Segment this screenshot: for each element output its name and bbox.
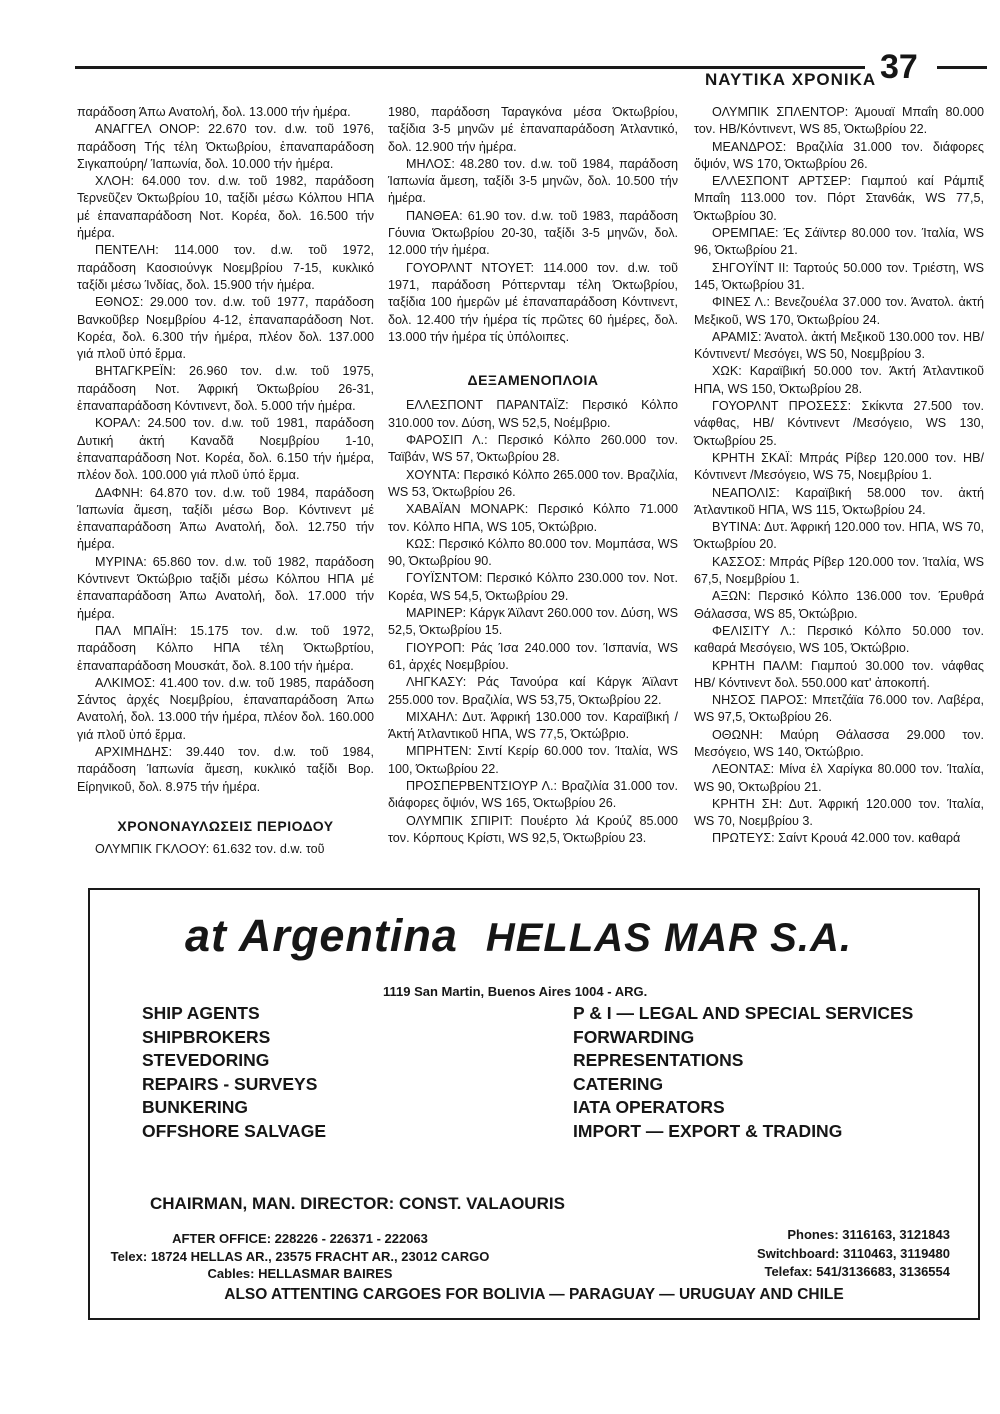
paragraph: ΔΑΦΝΗ: 64.870 τον. d.w. τοῦ 1984, παράδοση Ίαπωνία ἄμεση, ταξίδι μέσω Βορ. Κόντινεντ μέ ἐπαναπαράδοση Άπω Ανατολή, δολ. 12.750 τήν ἡμέρα.: [77, 485, 374, 552]
paragraph: ΚΡΗΤΗ ΣΚΑΪ: Μπράς Ρίβερ 120.000 τον. ΗΒ/Κόντινεντ /Μεσόγειο, WS 75, Νοεμβρίου 1.: [694, 450, 984, 483]
service-item: FORWARDING: [573, 1026, 695, 1047]
service-item: P & I — LEGAL AND SPECIAL SERVICES: [573, 1003, 914, 1023]
paragraph: ΕΛΛΕΣΠΟΝΤ ΑΡΤΣΕΡ: Γιαμπού καί Ράμπιξ Μπαΐη 113.000 τον. Πόρτ Σταν6άκ, WS 77,5, Όκτωβρίου 30.: [694, 174, 984, 223]
paragraph: ΜΗΛΟΣ: 48.280 τον. d.w. τοῦ 1984, παράδοση Ίαπωνία ἄμεση, ταξίδι 3-5 μηνῶν, δολ. 10.500 τήν ἡμέρα.: [388, 156, 678, 206]
phones: Phones: 3116163, 3121843: [787, 1227, 950, 1242]
publication-title: ΝΑΥΤΙΚΑ ΧΡΟΝΙΚΑ: [705, 70, 877, 89]
ad-title-company: HELLAS MAR S.A.: [485, 916, 852, 960]
paragraph: ΓΟΥΪΣΝΤΟΜ: Περσικό Κόλπο 230.000 τον. Νοτ. Κορέα, WS 54,5, Όκτωβρίου 29.: [388, 571, 678, 603]
paragraph: ΦΙΝΕΣ Λ.: Βενεζουέλα 37.000 τον. Άνατολ. ἀκτή Μεξικοῦ, WS 170, Όκτωβρίου 24.: [694, 295, 984, 327]
paragraph: ΧΛΟΗ: 64.000 τον. d.w. τοῦ 1982, παράδοση Τερνεῦζεν Όκτωβρίου 10, ταξίδι μέσω Κόλπου ΗΠΑ μέ ἐπαναπαράδοση Νοτ. Κορέα, δολ. 16.500 τήν ἡμέρα.: [77, 174, 374, 241]
service-item: CATERING: [573, 1073, 664, 1094]
ad-title: [185, 910, 852, 962]
paragraph: ΜΥΡΙΝΑ: 65.860 τον. d.w. τοῦ 1982, παράδοση Κόντινεντ Όκτώβριο ταξίδι μέσω Κόλπου ΗΠΑ μέ ἐπαναπαράδοση Άπω Ανατολή, δολ. 17.000 τήν ἡμέρα.: [77, 554, 374, 621]
paragraph: ΦΑΡΟΣΙΠ Λ.: Περσικό Κόλπο 260.000 τον. Ταϊβάν, WS 57, Όκτωβρίου 28.: [388, 433, 678, 465]
paragraph: ΟΛΥΜΠΙΚ ΣΠΛΕΝΤΟΡ: Άμουαϊ Μπαΐη 80.000 τον. ΗΒ/Κόντινεντ, WS 85, Όκτωβρίου 22.: [694, 105, 984, 137]
telex: Telex: 18724 HELLAS AR., 23575 FRACHT AR., 23012 CARGO: [110, 1248, 490, 1264]
paragraph: ΑΡΧΙΜΗΔΗΣ: 39.440 τον. d.w. τοῦ 1984, παράδοση Ίαπωνία ἄμεση, κυκλικό ταξίδι Βορ. Είρηνικοῦ, δολ. 8.975 τήν ἡμέρα.: [77, 744, 374, 794]
services-list-right: [573, 1002, 913, 1143]
ad-chairman: CHAIRMAN, MAN. DIRECTOR: CONST. VALAOURIS: [150, 1194, 565, 1213]
paragraph: ΚΩΣ: Περσικό Κόλπο 80.000 τον. Μομπάσα, WS 90, Όκτωβρίου 90.: [388, 536, 679, 569]
header-rule-left: [75, 66, 865, 69]
paragraph: ΚΑΣΣΟΣ: Μπράς Ρίβερ 120.000 τον. Ίταλία, WS 67,5, Νοεμβρίου 1.: [694, 554, 984, 587]
paragraph: ΕΘΝΟΣ: 29.000 τον. d.w. τοῦ 1977, παράδοση Βανκοῦβερ Νοεμβρίου 4-12, ἐπαναπαράδοση Νοτ. Κορέα, δολ. 6.300 τήν ἡμέρα, πλέον δολ. 137.000 γιά πλοῦ ὑπό ἔρμα.: [77, 295, 374, 362]
paragraph: ΓΟΥΟΡΛΝΤ ΝΤΟΥΕΤ: 114.000 τον. d.w. τοῦ 1971, παράδοση Ρόττερνταμ τέλη Όκτωβρίου, ταξίδια 100 ἡμερῶν μέ ἐπαναπαράδοση Κόντινεντ, δολ. 12.400 τήν ἡμέρα τίς πρῶτες 60 ἡμέρες, δολ. 13.000 τήν ἡμέρα τίς ὑπόλοιπες.: [388, 260, 678, 344]
paragraph: ΟΡΕΜΠΑΕ: Ές Σάϊντερ 80.000 τον. Ίταλία, WS 96, Όκτωβρίου 21.: [694, 226, 984, 258]
advertisement-hellas-mar: [88, 888, 980, 1320]
ad-also-cargoes: ALSO ATTENTING CARGOES FOR BOLIVIA — PARAGUAY — URUGUAY AND CHILE: [224, 1286, 844, 1303]
paragraph: ΜΙΧΑΗΛ: Δυτ. Άφρική 130.000 τον. Καραϊβική / Άκτή Άτλαντικοῦ ΗΠΑ, WS 77,5, Όκτώβριο.: [388, 709, 678, 742]
switchboard: Switchboard: 3110463, 3119480: [757, 1245, 950, 1261]
service-item: OFFSHORE SALVAGE: [142, 1120, 327, 1141]
paragraph: ΣΗΓΟΥΪΝΤ ΙΙ: Ταρτούς 50.000 τον. Τριέστη, WS 145, Όκτωβρίου 31.: [694, 260, 984, 292]
service-item: IATA OPERATORS: [573, 1097, 725, 1117]
paragraph: ΕΛΛΕΣΠΟΝΤ ΠΑΡΑΝΤΑΪΖ: Περσικό Κόλπο 310.000 τον. Δύση, WS 52,5, Νοέμβριο.: [388, 398, 678, 430]
service-item: REPRESENTATIONS: [573, 1050, 744, 1070]
services-list-left: [142, 1002, 326, 1143]
paragraph: ΓΙΟΥΡΟΠ: Ράς Ίσα 240.000 τον. Ίσπανία, WS 61, ἀρχές Νοεμβρίου.: [388, 640, 678, 672]
paragraph: ΟΛΥΜΠΙΚ ΣΠΙΡΙΤ: Πουέρτο λά Κρούζ 85.000 τον. Κόρπους Κρίστι, WS 92,5, Όκτωβρίου 23.: [388, 813, 678, 845]
service-item: REPAIRS - SURVEYS: [142, 1073, 318, 1094]
header-rule-right: [937, 66, 987, 69]
paragraph: ΑΡΑΜΙΣ: Άνατολ. ἀκτή Μεξικοῦ 130.000 τον. ΗΒ/Κόντινεντ/ Μεσόγει, WS 50, Νοεμβρίου 3.: [694, 329, 984, 362]
ad-contacts-left: [90, 1230, 510, 1283]
service-item: STEVEDORING: [142, 1050, 270, 1070]
ad-title-location: at Argentina: [185, 910, 458, 961]
paragraph: ΝΕΑΠΟΛΙΣ: Καραϊβική 58.000 τον. ἀκτή Άτλαντικοῦ ΗΠΑ, WS 115, Όκτωβρίου 24.: [694, 485, 984, 517]
paragraph: ΒΥΤΙΝΑ: Δυτ. Άφρική 120.000 τον. ΗΠΑ, WS 70, Όκτωβρίου 20.: [694, 520, 984, 552]
paragraph: ΧΟΥΝΤΑ: Περσικό Κόλπο 265.000 τον. Βραζιλία, WS 53, Όκτωβρίου 26.: [388, 467, 678, 499]
paragraph: ΟΛΥΜΠΙΚ ΓΚΛΟΟΥ: 61.632 τον. d.w. τοῦ: [95, 842, 325, 857]
paragraph: ΝΗΣΟΣ ΠΑΡΟΣ: Μπετζάϊα 76.000 τον. Λαβέρα, WS 97,5, Όκτωβρίου 26.: [694, 693, 984, 725]
paragraph: ΒΗΤΑΓΚΡΕΪΝ: 26.960 τον. d.w. τοῦ 1975, παράδοση Νοτ. Άφρική Όκτωβρίου 26-31, ἐπαναπαράδοση Κόντινεντ, δολ. 5.000 τήν ἡμέρα.: [77, 364, 374, 414]
ad-contacts-right: [590, 1226, 950, 1282]
service-item: SHIP AGENTS: [142, 1003, 260, 1023]
paragraph: ΜΑΡΙΝΕΡ: Κάργκ Άϊλαντ 260.000 τον. Δύση, WS 52,5, Όκτωβρίου 15.: [388, 606, 678, 638]
paragraph: παράδοση Άπω Ανατολή, δολ. 13.000 τήν ἡμέρα.: [77, 105, 351, 119]
paragraph: ΦΕΛΙΣΙΤΥ Λ.: Περσικό Κόλπο 50.000 τον. καθαρά Μεσόγειο, WS 105, Όκτώβριο.: [694, 623, 984, 656]
paragraph: ΠΡΩΤΕΥΣ: Σαίντ Κρουά 42.000 τον. καθαρά: [712, 831, 961, 846]
paragraph: ΓΟΥΟΡΛΝΤ ΠΡΟΣΕΣΣ: Σκίκντα 27.500 τον. νάφθας, ΗΒ/ Κόντινεντ /Μεσόγειο, WS 130, Όκτωβρίου 25.: [694, 399, 984, 448]
paragraph: ΠΕΝΤΕΛΗ: 114.000 τον. d.w. τοῦ 1972, παράδοση Καοσιούνγκ Νοεμβρίου 7-15, κυκλικό ταξίδι μέσω Ίνδίας, δολ. 15.900 τήν ἡμέρα.: [77, 243, 374, 292]
paragraph: ΠΡΟΣΠΕΡΒΕΝΤΣΙΟΥΡ Λ.: Βραζιλία 31.000 τον. διάφορες ὄψιόν, WS 165, Όκτωβρίου 26.: [388, 778, 678, 811]
paragraph: ΚΡΗΤΗ ΣΗ: Δυτ. Άφρική 120.000 τον. Ίταλία, WS 70, Νοεμβρίου 3.: [694, 796, 984, 829]
paragraph: ΑΛΚΙΜΟΣ: 41.400 τον. d.w. τοῦ 1985, παράδοση Σάντος ἀρχές Νοεμβρίου, ἐπαναπαράδοση Άπω Ανατολή, δολ. 13.000 τήν ἡμέρα, πλέον δολ. 160.000 γιά πλοῦ ὑπό ἔρμα.: [77, 675, 374, 742]
paragraph: ΠΑΛ ΜΠΑΪΗ: 15.175 τον. d.w. τοῦ 1972, παράδοση Κόλπο ΗΠΑ τέλη Όκτωβρτίου, ἐπαναπαράδοση Μουσκάτ, δολ. 8.100 τήν ἡμέρα.: [77, 623, 374, 673]
paragraph: ΜΠΡΗΤΕΝ: Σιντί Κερίρ 60.000 τον. Ίταλία, WS 100, Όκτωβρίου 22.: [388, 744, 678, 776]
cables: Cables: HELLASMAR BAIRES: [207, 1266, 393, 1281]
ad-address: 1119 San Martin, Buenos Aires 1004 - ARG.: [383, 984, 648, 999]
paragraph: ΜΕΑΝΔΡΟΣ: Βραζιλία 31.000 τον. διάφορες ὄψιόν, WS 170, Όκτωβρίου 26.: [694, 139, 984, 171]
paragraph: ΧΑΒΑΪΑΝ ΜΟΝΑΡΚ: Περσικό Κόλπο 71.000 τον. Κόλπο ΗΠΑ, WS 105, Όκτώβριο.: [388, 502, 678, 534]
service-item: BUNKERING: [142, 1097, 248, 1117]
paragraph: ΛΕΟΝΤΑΣ: Μίνα ἐλ Χαρίγκα 80.000 τον. Ίταλία, WS 90, Όκτωβρίου 21.: [694, 762, 984, 794]
column-2: [388, 104, 678, 847]
after-office-phones: AFTER OFFICE: 228226 - 226371 - 222063: [172, 1231, 428, 1246]
paragraph: ΑΞΩΝ: Περσικό Κόλπο 136.000 τον. Έρυθρά Θάλασσα, WS 85, Όκτώβριο.: [694, 589, 984, 621]
paragraph: ΚΟΡΑΛ: 24.500 τον. d.w. τοῦ 1981, παράδοση Δυτική ἀκτή Καναδᾶ Νοεμβρίου 1-10, ἐπαναπαράδοση Νοτ. Κορέα, δολ. 6.150 τήν ἡμέρα, πλέον δολ. 100.000 γιά πλοῦ ὑπό ἔρμα.: [77, 416, 374, 483]
service-item: IMPORT — EXPORT & TRADING: [573, 1120, 843, 1141]
service-item: SHIPBROKERS: [142, 1026, 271, 1047]
paragraph: ΚΡΗΤΗ ΠΑΛΜ: Γιαμπού 30.000 τον. νάφθας ΗΒ/ Κόντινεντ δολ. 550.000 κατ' ἀποκοπή.: [694, 658, 984, 690]
paragraph: ΛΗΓΚΑΣΥ: Ράς Τανούρα καί Κάργκ Άϊλαντ 255.000 τον. Βραζιλία, WS 53,75, Όκτωβρίου 22.: [388, 675, 678, 707]
paragraph: ΑΝΑΓΓΕΛ ΟΝΟΡ: 22.670 τον. d.w. τοῦ 1976, παράδοση Τής τέλη Όκτωβρίου, ἐπαναπαράδοση Σιγκαπούρη/ Ίαπωνία, δολ. 10.000 τήν ἡμέρα.: [77, 122, 374, 171]
page-number: 37: [880, 48, 918, 86]
paragraph: ΠΑΝΘΕΑ: 61.90 τον. d.w. τοῦ 1983, παράδοση Γόυνια Όκτωβρίου 20-30, ταξίδι 3-5 μηνῶν, δολ. 12.000 τήν ἡμέρα.: [388, 208, 678, 258]
column-1: [77, 104, 374, 858]
paragraph: 1980, παράδοση Ταραγκόνα μέσα Όκτωβρίου, ταξίδια 3-5 μηνῶν μέ ἐπαναπαράδοση Άτλαντικό, δολ. 12.900 τήν ἡμέρα.: [388, 105, 678, 154]
section-heading-period-charters: ΧΡΟΝΟΝΑΥΛΩΣΕΙΣ ΠΕΡΙΟΔΟΥ: [117, 817, 334, 834]
column-3: [694, 104, 984, 848]
paragraph: ΟΘΩΝΗ: Μαύρη Θάλασσα 29.000 τον. Μεσόγειο, WS 140, Όκτώβριο.: [694, 727, 984, 759]
section-heading-tankers: ΔΕΞΑΜΕΝΟΠΛΟΙΑ: [467, 372, 599, 389]
telefax: Telefax: 541/3136683, 3136554: [764, 1264, 950, 1279]
paragraph: ΧΩΚ: Καραϊβική 50.000 τον. Άκτή Άτλαντικοῦ ΗΠΑ, WS 150, Όκτωβρίου 28.: [694, 364, 984, 396]
